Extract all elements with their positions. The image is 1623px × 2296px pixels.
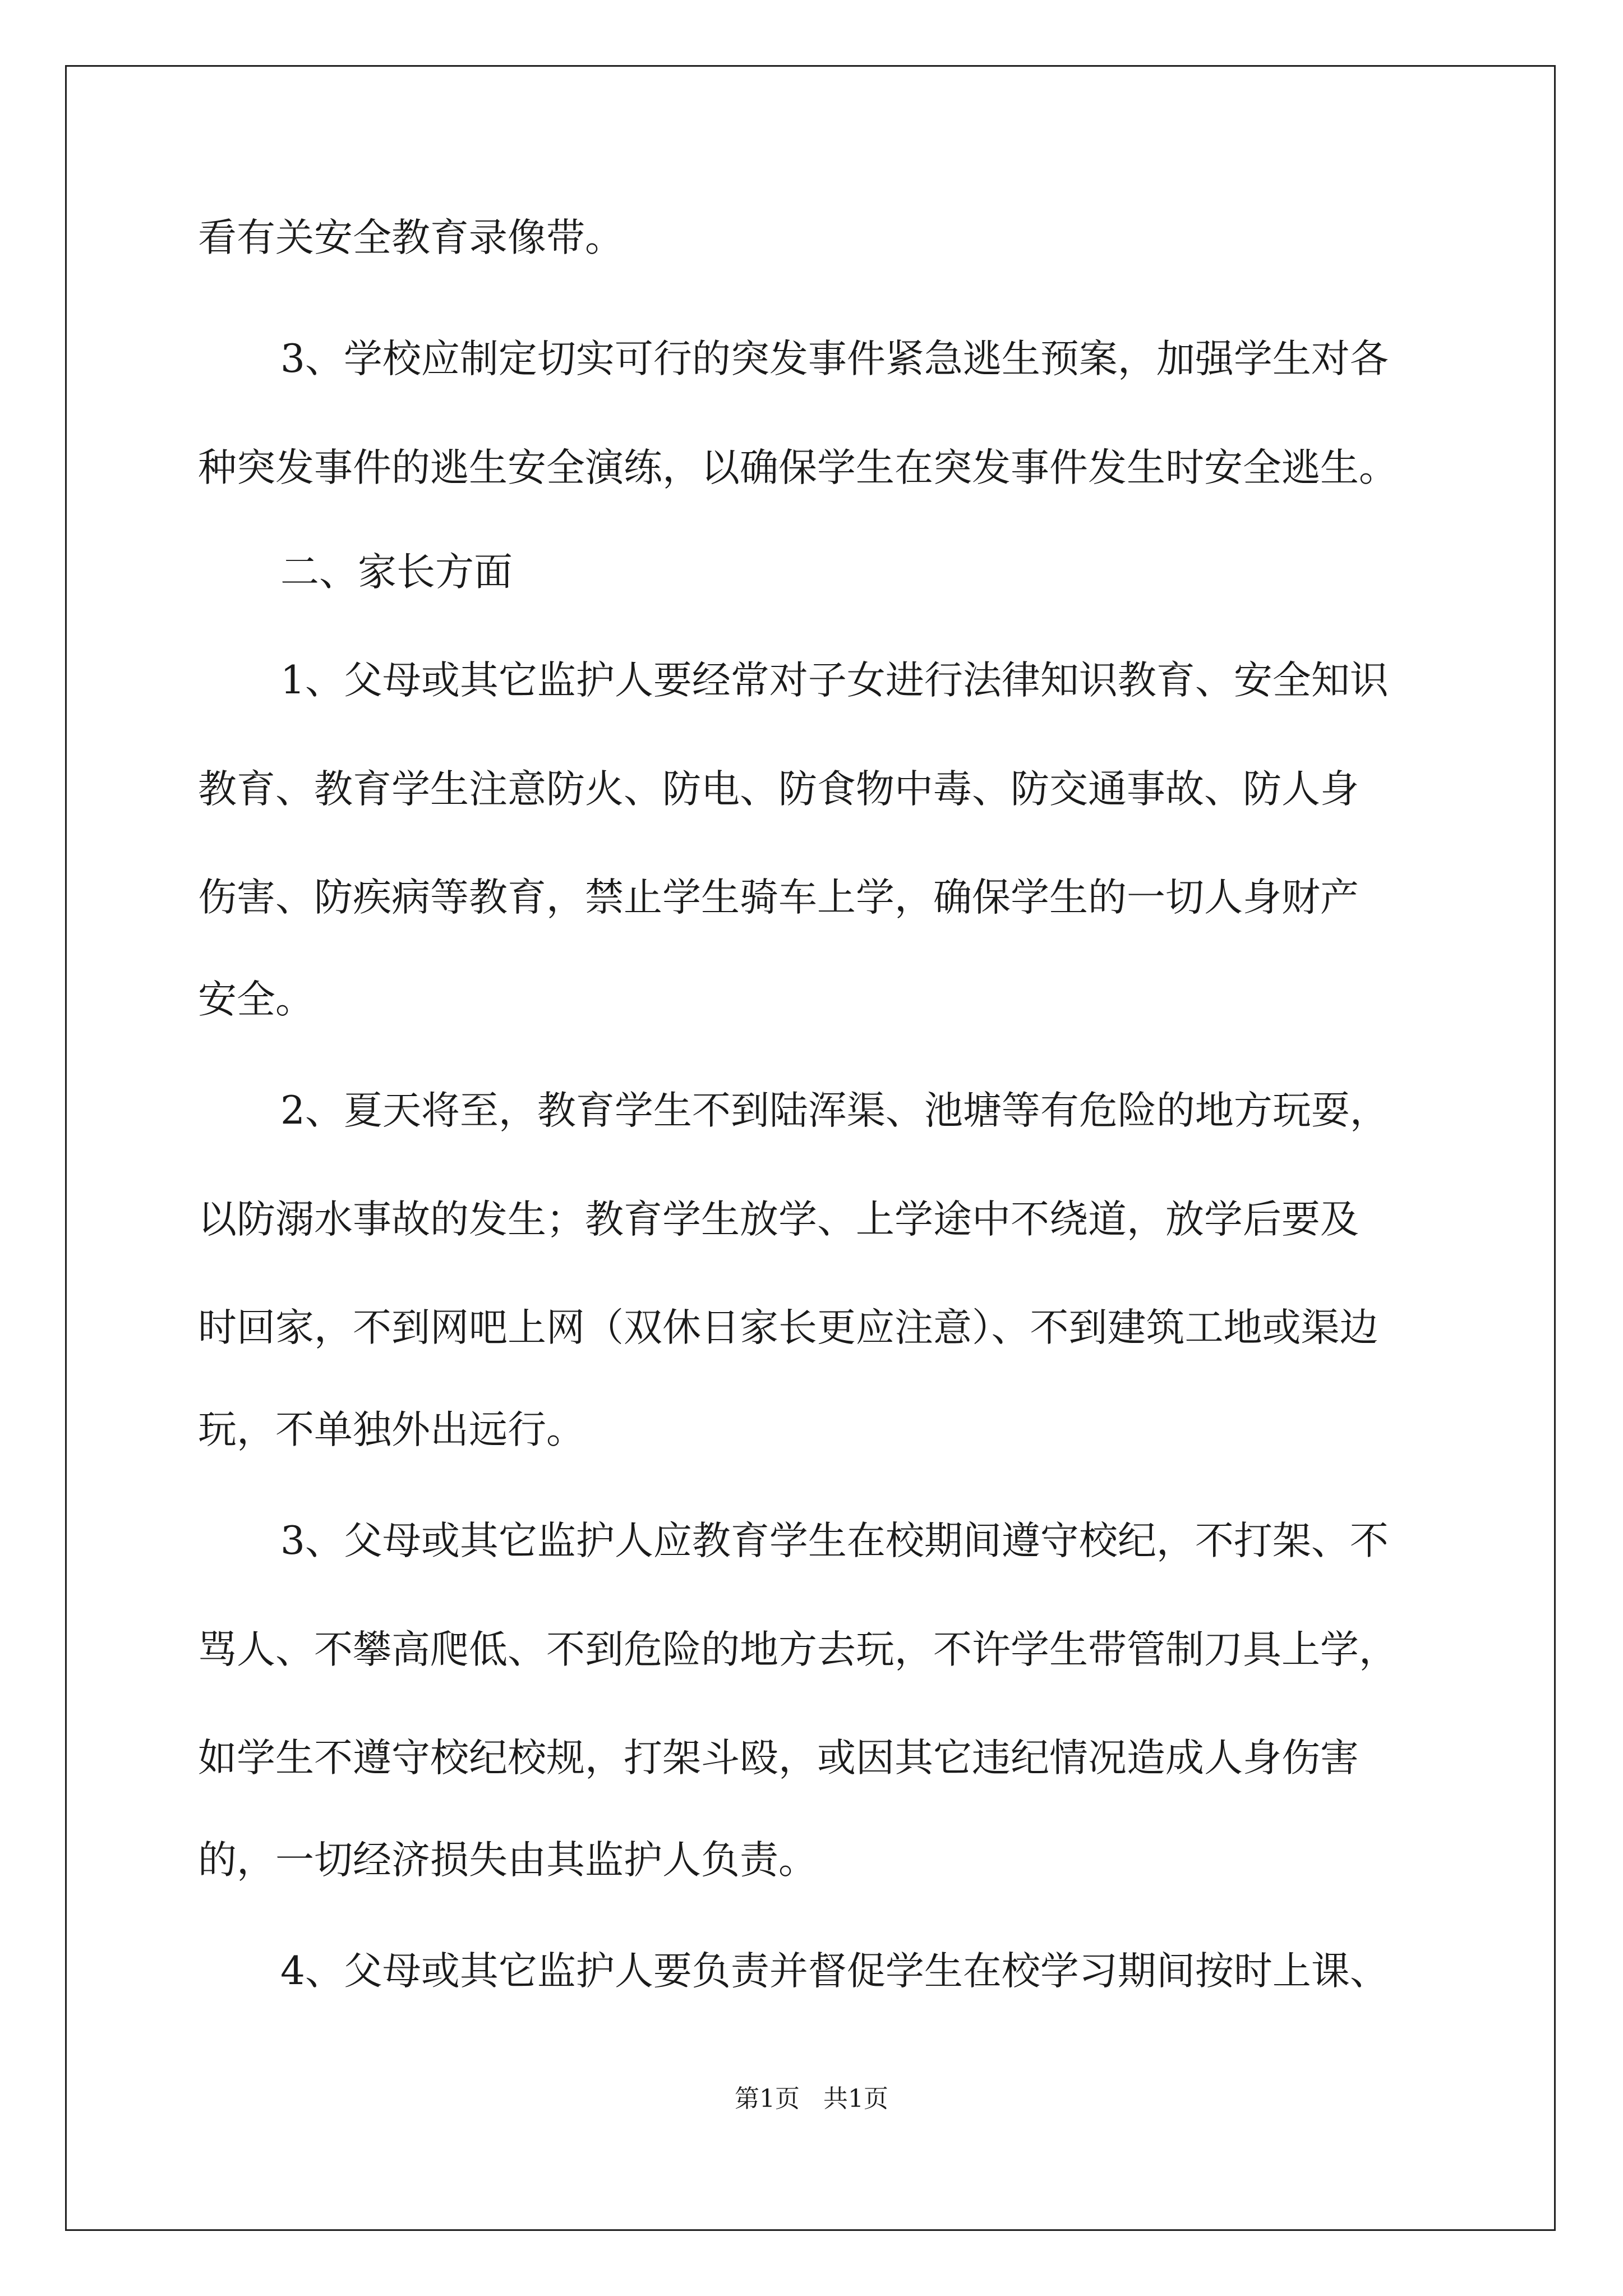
text-line: 的，一切经济损失由其监护人负责。 [198,1838,817,1883]
text-line: 以防溺水事故的发生；教育学生放学、上学途中不绕道，放学后要及 [198,1197,1359,1242]
text-line: 3、父母或其它监护人应教育学生在校期间遵守校纪，不打架、不 [280,1519,1389,1563]
text-line: 3、学校应制定切实可行的突发事件紧急逃生预案，加强学生对各 [280,337,1389,381]
text-line: 1、父母或其它监护人要经常对子女进行法律知识教育、安全知识 [280,658,1389,703]
text-line: 看有关安全教育录像带。 [198,215,624,260]
text-line: 伤害、防疾病等教育，禁止学生骑车上学，确保学生的一切人身财产 [198,875,1359,920]
text-line: 玩，不单独外出远行。 [198,1407,585,1452]
page-border [65,65,1556,2231]
page-number-footer: 第1页 共1页 [735,2085,888,2113]
text-line: 时回家，不到网吧上网（双休日家长更应注意）、不到建筑工地或渠边 [198,1305,1378,1350]
text-line: 4、父母或其它监护人要负责并督促学生在校学习期间按时上课、 [280,1949,1389,1994]
text-line: 教育、教育学生注意防火、防电、防食物中毒、防交通事故、防人身 [198,767,1359,812]
section-heading: 二、家长方面 [280,550,513,595]
text-line: 2、夏天将至，教育学生不到陆浑渠、池塘等有危险的地方玩耍， [280,1088,1389,1133]
text-line: 种突发事件的逃生安全演练，以确保学生在突发事件发生时安全逃生。 [198,445,1398,490]
text-line: 骂人、不攀高爬低、不到危险的地方去玩，不许学生带管制刀具上学， [198,1627,1398,1672]
text-line: 如学生不遵守校纪校规，打架斗殴，或因其它违纪情况造成人身伤害 [198,1736,1359,1780]
text-line: 安全。 [198,977,314,1022]
